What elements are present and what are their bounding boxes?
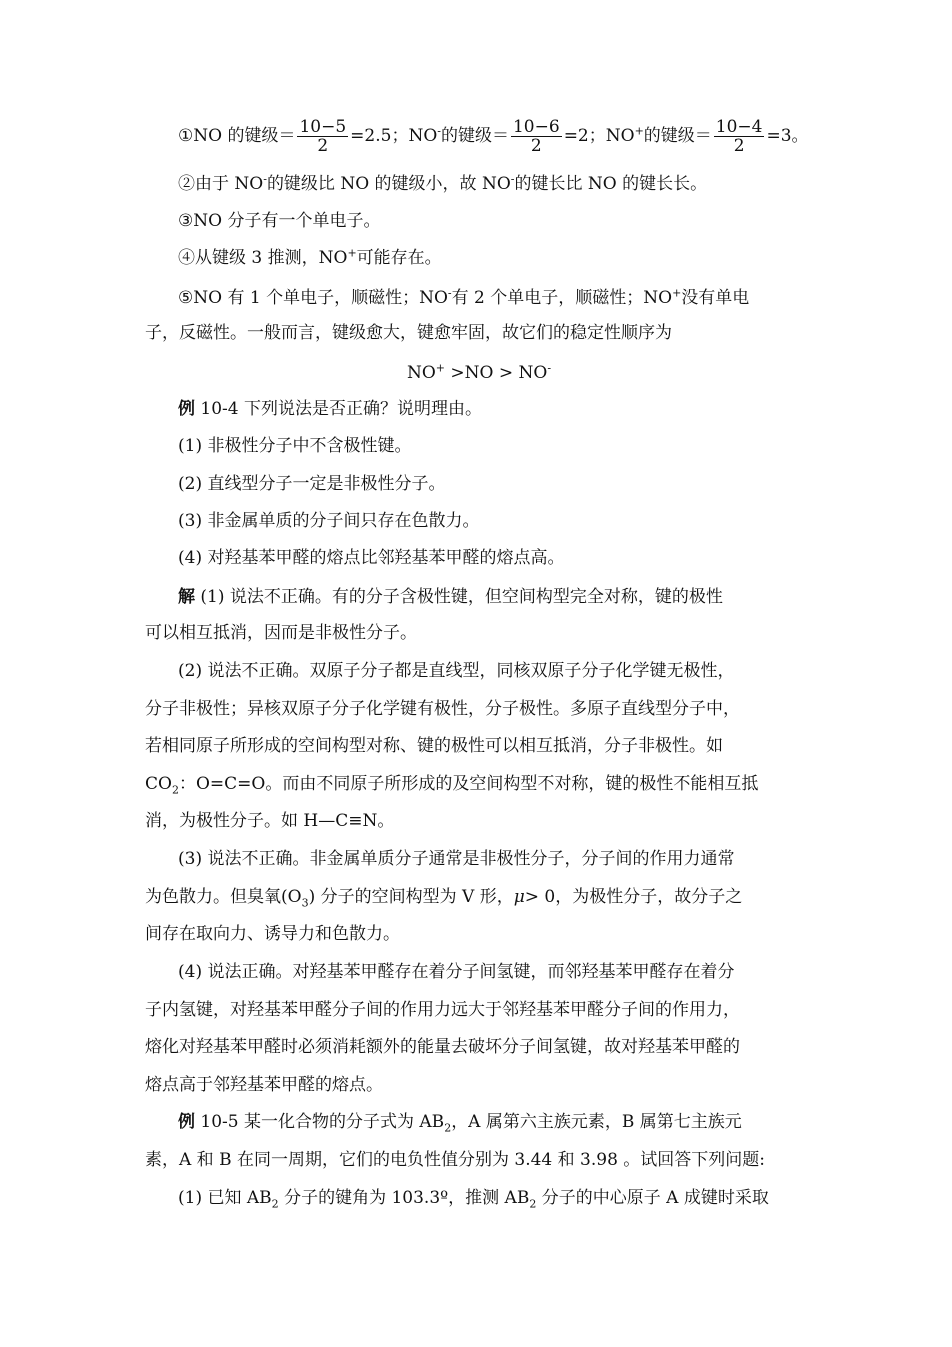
text-line: (4) 说法正确。对羟基苯甲醛存在着分子间氢键，而邻羟基苯甲醛存在着分 — [178, 962, 735, 982]
text-line: 分子非极性；异核双原子分子化学键有极性，分子极性。多原子直线型分子中， — [145, 699, 740, 719]
fraction-no-minus: $\frac{10-6}{2}$ — [512, 117, 560, 156]
text-line: 子内氢键，对羟基苯甲醛分子间的作用力远大于邻羟基苯甲醛分子间的作用力， — [145, 1000, 740, 1020]
text-line: 子，反磁性。一般而言，键级愈大，键愈牢固，故它们的稳定性顺序为 — [145, 323, 672, 343]
example-heading: 例 10-5 某一化合物的分子式为 $AB_2$，A 属第六主族元素，B 属第七主族元 — [178, 1112, 742, 1135]
text-line: 为色散力。但臭氧$(O_3)$ 分子的空间构型为 V 形，μ> 0，为极性分子，故分子之 — [145, 887, 743, 910]
list-item: (4) 对羟基苯甲醛的熔点比邻羟基苯甲醛的熔点高。 — [178, 548, 565, 568]
text-line: ⑤NO 有 1 个单电子，顺磁性；NO-有 2 个单电子，顺磁性；NO+没有单电 — [178, 286, 750, 308]
text-line: ④从键级 3 推测，NO+可能存在。 — [178, 246, 442, 268]
text-line: ③NO 分子有一个单电子。 — [178, 211, 381, 231]
fraction-no: $\frac{10-5}{2}$ — [299, 117, 347, 156]
text-line: $CO_2$：O=C=O。而由不同原子所形成的及空间构型不对称，键的极性不能相互抵 — [145, 774, 759, 797]
text-line: 可以相互抵消，因而是非极性分子。 — [145, 623, 417, 643]
text-line: 熔点高于邻羟基苯甲醛的熔点。 — [145, 1075, 383, 1095]
list-item: (2) 直线型分子一定是非极性分子。 — [178, 474, 446, 494]
list-item: (1) 非极性分子中不含极性键。 — [178, 436, 412, 456]
example-heading: 例 10-4 下列说法是否正确？说明理由。 — [178, 399, 482, 419]
text-line: 熔化对羟基苯甲醛时必须消耗额外的能量去破坏分子间氢键，故对羟基苯甲醛的 — [145, 1037, 740, 1057]
text-line: (2) 说法不正确。双原子分子都是直线型，同核双原子分子化学键无极性， — [178, 661, 735, 681]
text-line: (3) 说法不正确。非金属单质分子通常是非极性分子，分子间的作用力通常 — [178, 849, 735, 869]
fraction-no-plus: $\frac{10-4}{2}$ — [715, 117, 763, 156]
solution-line: 解 (1) 说法不正确。有的分子含极性键，但空间构型完全对称，键的极性 — [178, 587, 723, 607]
text-line: 若相同原子所形成的空间构型对称、键的极性可以相互抵消，分子非极性。如 — [145, 736, 723, 756]
text-line: 消，为极性分子。如 H—C≡N。 — [145, 811, 395, 831]
text-line: ②由于 NO-的键级比 NO 的键级小，故 NO-的键长比 NO 的键长长。 — [178, 172, 708, 194]
bond-order-line: ①NO 的键级＝ $\frac{10-5}{2}$ =2.5；NO-的键级＝ $\frac{10-6}{2}$ =2；NO+的键级＝ $\frac{10-4}{2}$ =3。 — [178, 117, 809, 156]
text-line: 间存在取向力、诱导力和色散力。 — [145, 924, 400, 944]
text-line: (1) 已知 $AB_2$ 分子的键角为 103.3º，推测 $AB_2$ 分子的中心原子 A 成键时采取 — [178, 1188, 769, 1211]
text-line: 素，A 和 B 在同一周期，它们的电负性值分别为 3.44 和 3.98 。试回答下列问题: — [145, 1150, 766, 1170]
stability-order: NO+ >NO > NO- — [406, 361, 552, 383]
list-item: (3) 非金属单质的分子间只存在色散力。 — [178, 511, 480, 531]
